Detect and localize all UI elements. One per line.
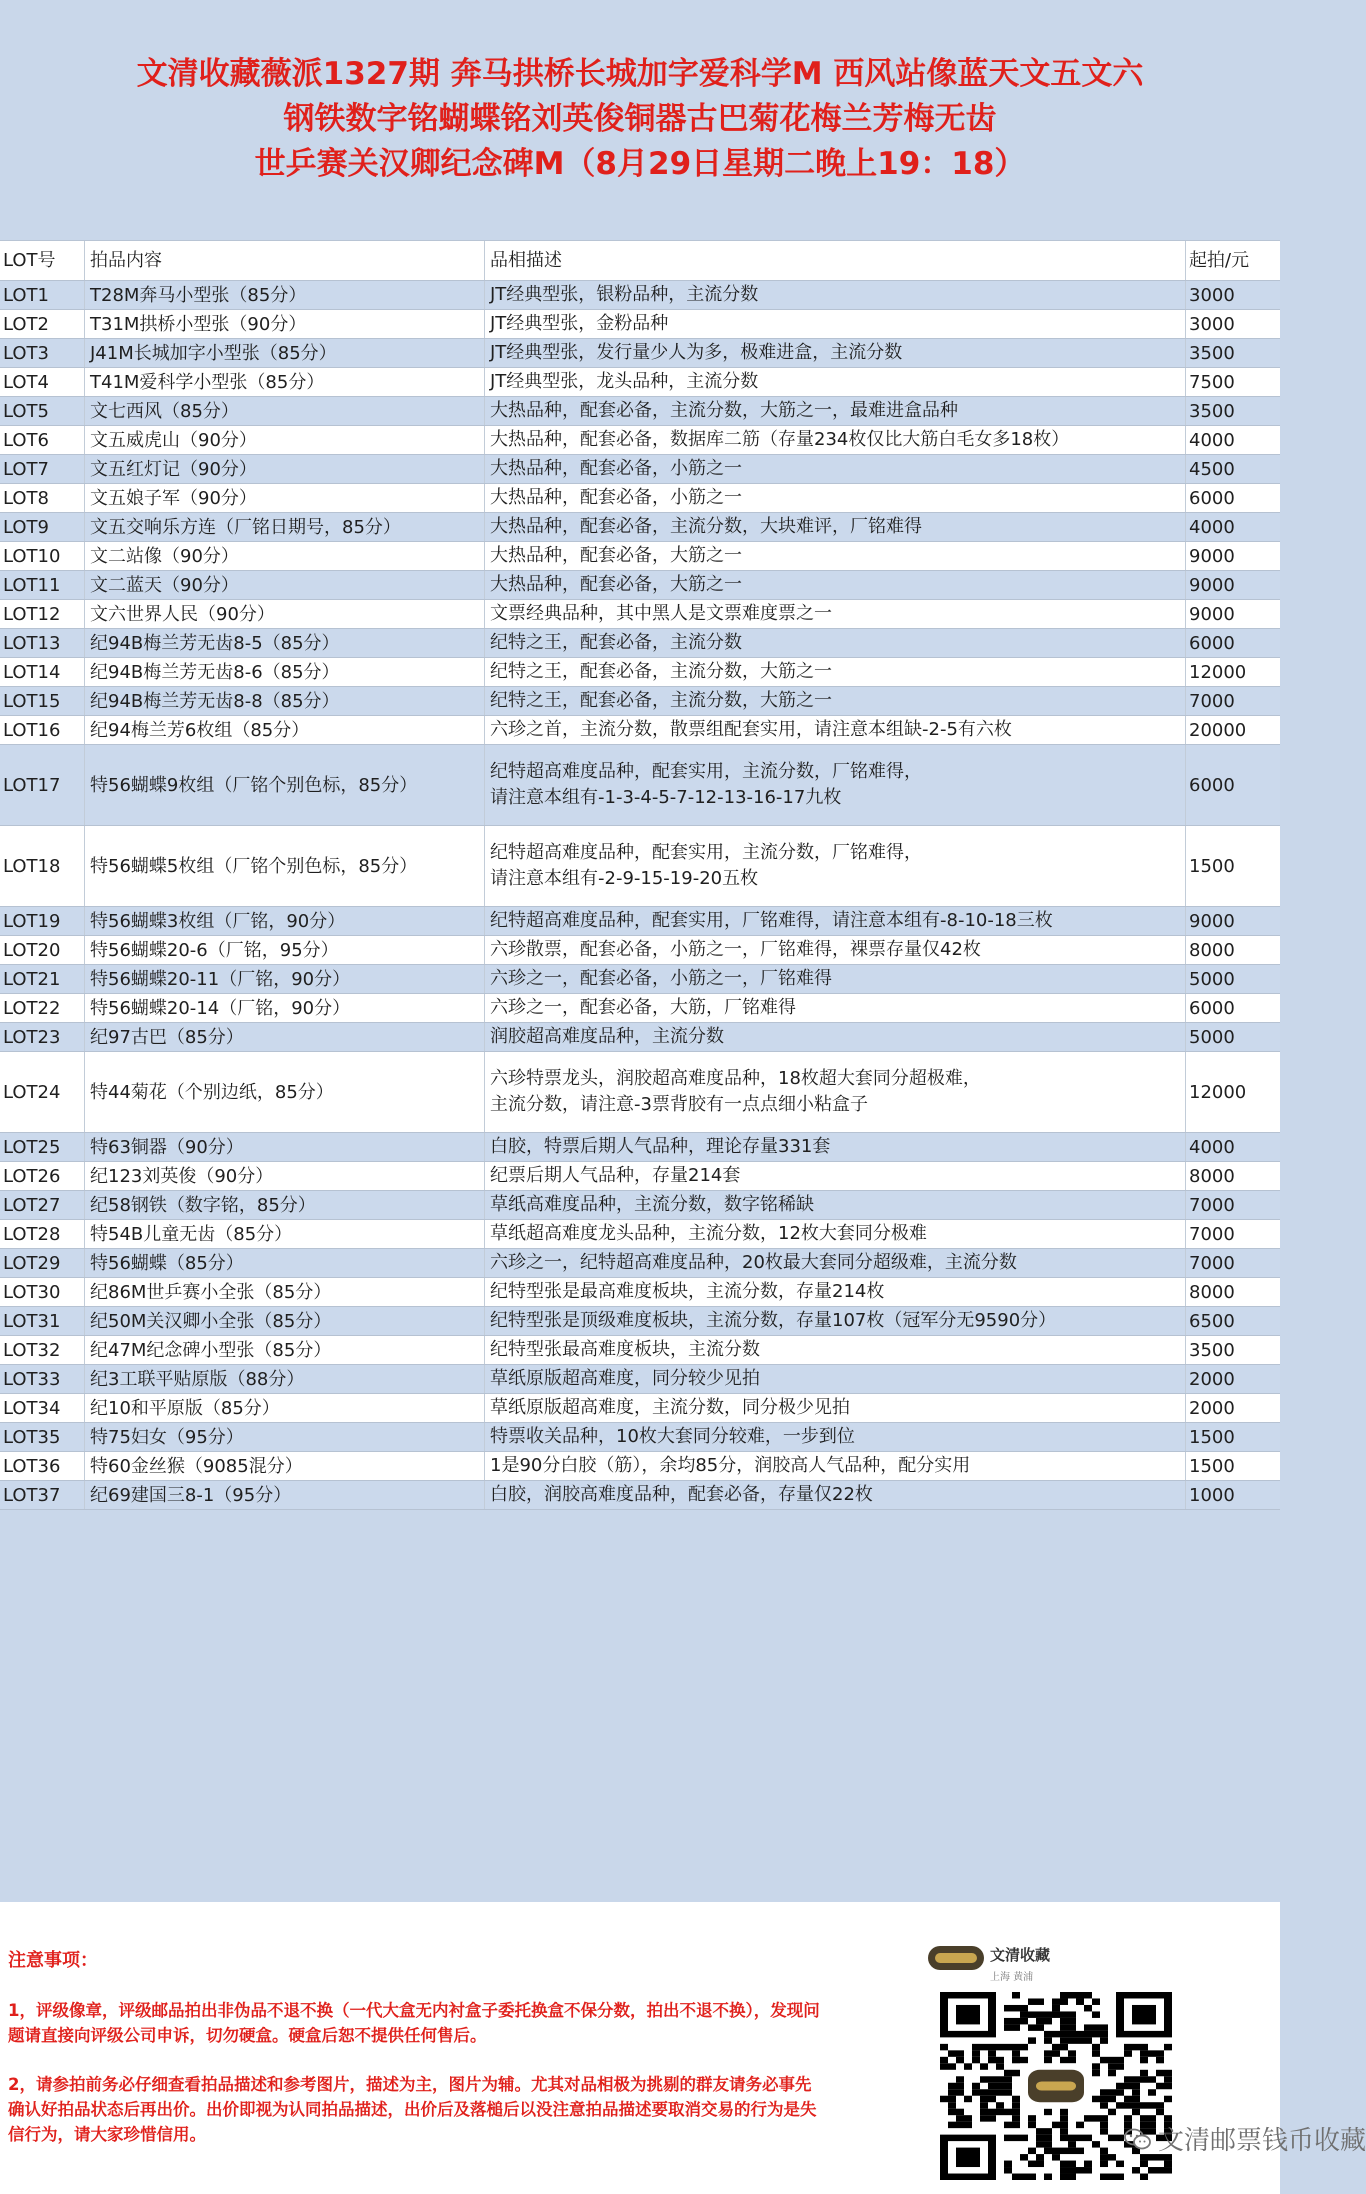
- description-cell: 1是90分白胶（筋），余均85分，润胶高人气品种，配分实用: [485, 1452, 1186, 1480]
- table-row: [0, 1133, 1280, 1162]
- lot-cell: LOT12: [0, 600, 85, 628]
- lot-cell: LOT3: [0, 339, 85, 367]
- table-row: [0, 484, 1280, 513]
- table-row: [0, 1452, 1280, 1481]
- table-row: [0, 310, 1280, 339]
- table-row: [0, 994, 1280, 1023]
- start-price-cell: 1500: [1189, 1455, 1235, 1477]
- start-price-cell: 5000: [1189, 968, 1235, 990]
- start-price-cell: 6000: [1189, 487, 1235, 509]
- table-row: [0, 1278, 1280, 1307]
- table-row: [0, 397, 1280, 426]
- table-row: [0, 826, 1280, 907]
- item-cell: 文五娘子军（90分）: [85, 484, 485, 512]
- table-row: [0, 571, 1280, 600]
- description-cell: 大热品种，配套必备，数据库二筋（存量234枚仅比大筋白毛女多18枚）: [485, 426, 1186, 454]
- start-price-cell: 4000: [1189, 429, 1235, 451]
- lot-cell: LOT31: [0, 1307, 85, 1335]
- description-cell: 纪特型张是最高难度板块，主流分数，存量214枚: [485, 1278, 1186, 1306]
- description-cell: 纪票后期人气品种，存量214套: [485, 1162, 1186, 1190]
- table-row: [0, 745, 1280, 826]
- lot-cell: LOT18: [0, 826, 85, 906]
- start-price-cell: 3000: [1189, 284, 1235, 306]
- lot-cell: LOT13: [0, 629, 85, 657]
- lot-cell: LOT28: [0, 1220, 85, 1248]
- start-price-cell: 12000: [1189, 1081, 1247, 1103]
- table-header-row: [0, 241, 1280, 281]
- item-cell: T28M奔马小型张（85分）: [85, 281, 485, 309]
- table-row: [0, 542, 1280, 571]
- description-cell: 文票经典品种，其中黑人是文票难度票之一: [485, 600, 1186, 628]
- start-price-cell: 9000: [1189, 545, 1235, 567]
- table-row: [0, 687, 1280, 716]
- description-cell: JT经典型张，发行量少人为多，极难进盒，主流分数: [485, 339, 1186, 367]
- column-header-start-price: 起拍/元: [1189, 250, 1250, 271]
- item-cell: 纪58钢铁（数字铭，85分）: [85, 1191, 485, 1219]
- page-title: [0, 52, 1280, 187]
- lot-cell: LOT37: [0, 1481, 85, 1509]
- item-cell: 文六世界人民（90分）: [85, 600, 485, 628]
- start-price-cell: 3500: [1189, 1339, 1235, 1361]
- start-price-cell: 2000: [1189, 1397, 1235, 1419]
- start-price-cell: 7000: [1189, 1252, 1235, 1274]
- column-header-item: 拍品内容: [85, 241, 485, 280]
- start-price-cell: 7000: [1189, 1194, 1235, 1216]
- description-cell: JT经典型张，龙头品种，主流分数: [485, 368, 1186, 396]
- item-cell: 纪50M关汉卿小全张（85分）: [85, 1307, 485, 1335]
- description-cell: JT经典型张，金粉品种: [485, 310, 1186, 338]
- table-row: [0, 339, 1280, 368]
- description-cell: 草纸超高难度龙头品种，主流分数，12枚大套同分极难: [485, 1220, 1186, 1248]
- description-cell: 纪特型张最高难度板块，主流分数: [485, 1336, 1186, 1364]
- start-price-cell: 1000: [1189, 1484, 1235, 1506]
- lot-cell: LOT16: [0, 716, 85, 744]
- table-row: [0, 658, 1280, 687]
- notes-title: 注意事项：: [8, 1950, 98, 1971]
- lot-cell: LOT1: [0, 281, 85, 309]
- item-cell: 纪94梅兰芳6枚组（85分）: [85, 716, 485, 744]
- lot-cell: LOT11: [0, 571, 85, 599]
- description-cell: 大热品种，配套必备，主流分数，大筋之一，最难进盒品种: [485, 397, 1186, 425]
- title-line-2: 钢铁数字铭蝴蝶铭刘英俊铜器古巴菊花梅兰芳梅无齿: [283, 101, 997, 137]
- start-price-cell: 8000: [1189, 939, 1235, 961]
- lot-cell: LOT33: [0, 1365, 85, 1393]
- start-price-cell: 12000: [1189, 661, 1247, 683]
- description-cell: 六珍特票龙头，润胶超高难度品种，18枚超大套同分超极难， 主流分数，请注意-3票背胶有一点点细小粘盒子: [485, 1052, 1186, 1132]
- table-row: [0, 455, 1280, 484]
- item-cell: 文五威虎山（90分）: [85, 426, 485, 454]
- start-price-cell: 9000: [1189, 574, 1235, 596]
- lot-cell: LOT7: [0, 455, 85, 483]
- lot-cell: LOT19: [0, 907, 85, 935]
- description-cell: 六珍之首，主流分数，散票组配套实用，请注意本组缺-2-5有六枚: [485, 716, 1186, 744]
- start-price-cell: 1500: [1189, 855, 1235, 877]
- lot-cell: LOT5: [0, 397, 85, 425]
- notes-section: [0, 1902, 1366, 2194]
- lot-cell: LOT22: [0, 994, 85, 1022]
- table-row: [0, 1220, 1280, 1249]
- item-cell: 特56蝴蝶20-11（厂铭，90分）: [85, 965, 485, 993]
- start-price-cell: 2000: [1189, 1368, 1235, 1390]
- start-price-cell: 7500: [1189, 371, 1235, 393]
- description-cell: 润胶超高难度品种，主流分数: [485, 1023, 1186, 1051]
- item-cell: 纪94B梅兰芳无齿8-6（85分）: [85, 658, 485, 686]
- start-price-cell: 6000: [1189, 997, 1235, 1019]
- description-cell: 纪特之王，配套必备，主流分数，大筋之一: [485, 658, 1186, 686]
- table-row: [0, 716, 1280, 745]
- description-cell: JT经典型张，银粉品种，主流分数: [485, 281, 1186, 309]
- description-cell: 白胶，润胶高难度品种，配套必备，存量仅22枚: [485, 1481, 1186, 1509]
- table-row: [0, 907, 1280, 936]
- start-price-cell: 7000: [1189, 690, 1235, 712]
- table-row: [0, 368, 1280, 397]
- wechat-watermark: [1124, 2120, 1366, 2157]
- start-price-cell: 1500: [1189, 1426, 1235, 1448]
- table-row: [0, 600, 1280, 629]
- item-cell: 特56蝴蝶20-14（厂铭，90分）: [85, 994, 485, 1022]
- item-cell: 特56蝴蝶3枚组（厂铭，90分）: [85, 907, 485, 935]
- start-price-cell: 8000: [1189, 1165, 1235, 1187]
- lot-cell: LOT29: [0, 1249, 85, 1277]
- table-row: [0, 426, 1280, 455]
- brand-location: 上海 黄浦: [990, 1972, 1034, 1983]
- item-cell: 纪3工联平贴原版（88分）: [85, 1365, 485, 1393]
- lot-cell: LOT23: [0, 1023, 85, 1051]
- item-cell: 特56蝴蝶20-6（厂铭，95分）: [85, 936, 485, 964]
- lot-cell: LOT32: [0, 1336, 85, 1364]
- lot-cell: LOT9: [0, 513, 85, 541]
- item-cell: 特56蝴蝶5枚组（厂铭个别色标，85分）: [85, 826, 485, 906]
- description-cell: 草纸高难度品种，主流分数，数字铭稀缺: [485, 1191, 1186, 1219]
- table-row: [0, 1336, 1280, 1365]
- qr-card: [928, 1942, 1366, 2187]
- title-line-3: 世乒赛关汉卿纪念碑M（8月29日星期二晚上19：18）: [254, 146, 1026, 182]
- item-cell: J41M长城加字小型张（85分）: [85, 339, 485, 367]
- start-price-cell: 7000: [1189, 1223, 1235, 1245]
- start-price-cell: 4500: [1189, 458, 1235, 480]
- start-price-cell: 6500: [1189, 1310, 1235, 1332]
- item-cell: 文二站像（90分）: [85, 542, 485, 570]
- description-cell: 六珍之一，纪特超高难度品种，20枚最大套同分超级难，主流分数: [485, 1249, 1186, 1277]
- description-cell: 纪特之王，配套必备，主流分数，大筋之一: [485, 687, 1186, 715]
- start-price-cell: 3500: [1189, 400, 1235, 422]
- description-cell: 纪特型张是顶级难度板块，主流分数，存量107枚（冠军分无9590分）: [485, 1307, 1186, 1335]
- table-row: [0, 1307, 1280, 1336]
- description-cell: 六珍之一，配套必备，大筋，厂铭难得: [485, 994, 1186, 1022]
- table-row: [0, 1365, 1280, 1394]
- description-cell: 大热品种，配套必备，大筋之一: [485, 571, 1186, 599]
- table-row: [0, 1481, 1280, 1510]
- item-cell: 纪94B梅兰芳无齿8-5（85分）: [85, 629, 485, 657]
- note-paragraph-2: 2，请参拍前务必仔细查看拍品描述和参考图片，描述为主，图片为辅。尤其对品相极为挑剔的群友请务必事先确认好拍品状态后再出价。出价即视为认同拍品描述，出价后及落槌后以没注意拍品描述要取消交易的行为是失信行为，请大家珍惜信用。: [8, 2075, 817, 2144]
- start-price-cell: 3500: [1189, 342, 1235, 364]
- item-cell: 特54B儿童无齿（85分）: [85, 1220, 485, 1248]
- lot-cell: LOT26: [0, 1162, 85, 1190]
- item-cell: 特60金丝猴（9085混分）: [85, 1452, 485, 1480]
- table-row: [0, 1162, 1280, 1191]
- start-price-cell: 4000: [1189, 1136, 1235, 1158]
- table-row: [0, 1249, 1280, 1278]
- item-cell: T31M拱桥小型张（90分）: [85, 310, 485, 338]
- lot-cell: LOT25: [0, 1133, 85, 1161]
- table-row: [0, 936, 1280, 965]
- lot-cell: LOT30: [0, 1278, 85, 1306]
- wechat-icon: [1124, 2127, 1152, 2151]
- description-cell: 纪特超高难度品种，配套实用，主流分数，厂铭难得， 请注意本组有-1-3-4-5-7-12-13-16-17九枚: [485, 745, 1186, 825]
- lot-cell: LOT27: [0, 1191, 85, 1219]
- description-cell: 大热品种，配套必备，主流分数，大块难评，厂铭难得: [485, 513, 1186, 541]
- start-price-cell: 3000: [1189, 313, 1235, 335]
- item-cell: 特56蝴蝶9枚组（厂铭个别色标，85分）: [85, 745, 485, 825]
- description-cell: 纪特之王，配套必备，主流分数: [485, 629, 1186, 657]
- item-cell: 纪123刘英俊（90分）: [85, 1162, 485, 1190]
- lot-cell: LOT35: [0, 1423, 85, 1451]
- description-cell: 草纸原版超高难度，同分较少见拍: [485, 1365, 1186, 1393]
- lot-cell: LOT10: [0, 542, 85, 570]
- description-cell: 六珍散票，配套必备，小筋之一，厂铭难得，裸票存量仅42枚: [485, 936, 1186, 964]
- start-price-cell: 8000: [1189, 1281, 1235, 1303]
- lot-cell: LOT4: [0, 368, 85, 396]
- header-banner: [0, 0, 1280, 238]
- start-price-cell: 4000: [1189, 516, 1235, 538]
- start-price-cell: 20000: [1189, 719, 1247, 741]
- start-price-cell: 9000: [1189, 910, 1235, 932]
- item-cell: 文五交响乐方连（厂铭日期号，85分）: [85, 513, 485, 541]
- lot-cell: LOT21: [0, 965, 85, 993]
- start-price-cell: 9000: [1189, 603, 1235, 625]
- item-cell: 纪69建国三8-1（95分）: [85, 1481, 485, 1509]
- item-cell: 文七西风（85分）: [85, 397, 485, 425]
- item-cell: 文二蓝天（90分）: [85, 571, 485, 599]
- lot-cell: LOT36: [0, 1452, 85, 1480]
- item-cell: 特44菊花（个别边纸，85分）: [85, 1052, 485, 1132]
- description-cell: 纪特超高难度品种，配套实用，主流分数，厂铭难得， 请注意本组有-2-9-15-19-20五枚: [485, 826, 1186, 906]
- lot-table: [0, 240, 1280, 1510]
- watermark-text: 文清邮票钱币收藏: [1158, 2126, 1366, 2156]
- description-cell: 草纸原版超高难度，主流分数，同分极少见拍: [485, 1394, 1186, 1422]
- lot-cell: LOT34: [0, 1394, 85, 1422]
- table-row: [0, 1052, 1280, 1133]
- item-cell: 纪86M世乒赛小全张（85分）: [85, 1278, 485, 1306]
- item-cell: 纪94B梅兰芳无齿8-8（85分）: [85, 687, 485, 715]
- title-line-1: 文清收藏薇派1327期 奔马拱桥长城加字爱科学M 西风站像蓝天文五文六: [136, 56, 1144, 92]
- item-cell: 特75妇女（95分）: [85, 1423, 485, 1451]
- table-row: [0, 1423, 1280, 1452]
- item-cell: 文五红灯记（90分）: [85, 455, 485, 483]
- lot-cell: LOT6: [0, 426, 85, 454]
- table-body: [0, 281, 1280, 1510]
- table-row: [0, 281, 1280, 310]
- start-price-cell: 6000: [1189, 632, 1235, 654]
- item-cell: 特56蝴蝶（85分）: [85, 1249, 485, 1277]
- lot-cell: LOT2: [0, 310, 85, 338]
- table-row: [0, 1023, 1280, 1052]
- table-row: [0, 965, 1280, 994]
- lot-cell: LOT24: [0, 1052, 85, 1132]
- lot-cell: LOT15: [0, 687, 85, 715]
- brand-logo: [928, 1946, 984, 1970]
- lot-cell: LOT20: [0, 936, 85, 964]
- description-cell: 六珍之一，配套必备，小筋之一，厂铭难得: [485, 965, 1186, 993]
- item-cell: 纪47M纪念碑小型张（85分）: [85, 1336, 485, 1364]
- note-paragraph-1: 1，评级像章，评级邮品拍出非伪品不退不换（一代大盒无内衬盒子委托换盒不保分数，拍出不退不换），发现问题请直接向评级公司申诉，切勿硬盒。硬盒后恕不提供任何售后。: [8, 2001, 820, 2045]
- brand-name: 文清收藏: [990, 1946, 1051, 1964]
- description-cell: 大热品种，配套必备，小筋之一: [485, 455, 1186, 483]
- table-row: [0, 629, 1280, 658]
- description-cell: 白胶，特票后期人气品种，理论存量331套: [485, 1133, 1186, 1161]
- description-cell: 特票收关品种，10枚大套同分较难，一步到位: [485, 1423, 1186, 1451]
- start-price-cell: 6000: [1189, 774, 1235, 796]
- item-cell: 特63铜器（90分）: [85, 1133, 485, 1161]
- column-header-description: 品相描述: [485, 241, 1186, 280]
- start-price-cell: 5000: [1189, 1026, 1235, 1048]
- table-row: [0, 1191, 1280, 1220]
- item-cell: T41M爱科学小型张（85分）: [85, 368, 485, 396]
- lot-cell: LOT17: [0, 745, 85, 825]
- description-cell: 大热品种，配套必备，小筋之一: [485, 484, 1186, 512]
- item-cell: 纪97古巴（85分）: [85, 1023, 485, 1051]
- lot-cell: LOT8: [0, 484, 85, 512]
- description-cell: 大热品种，配套必备，大筋之一: [485, 542, 1186, 570]
- column-header-lot: LOT号: [0, 241, 85, 280]
- table-row: [0, 1394, 1280, 1423]
- item-cell: 纪10和平原版（85分）: [85, 1394, 485, 1422]
- description-cell: 纪特超高难度品种，配套实用，厂铭难得，请注意本组有-8-10-18三枚: [485, 907, 1186, 935]
- lot-cell: LOT14: [0, 658, 85, 686]
- table-row: [0, 513, 1280, 542]
